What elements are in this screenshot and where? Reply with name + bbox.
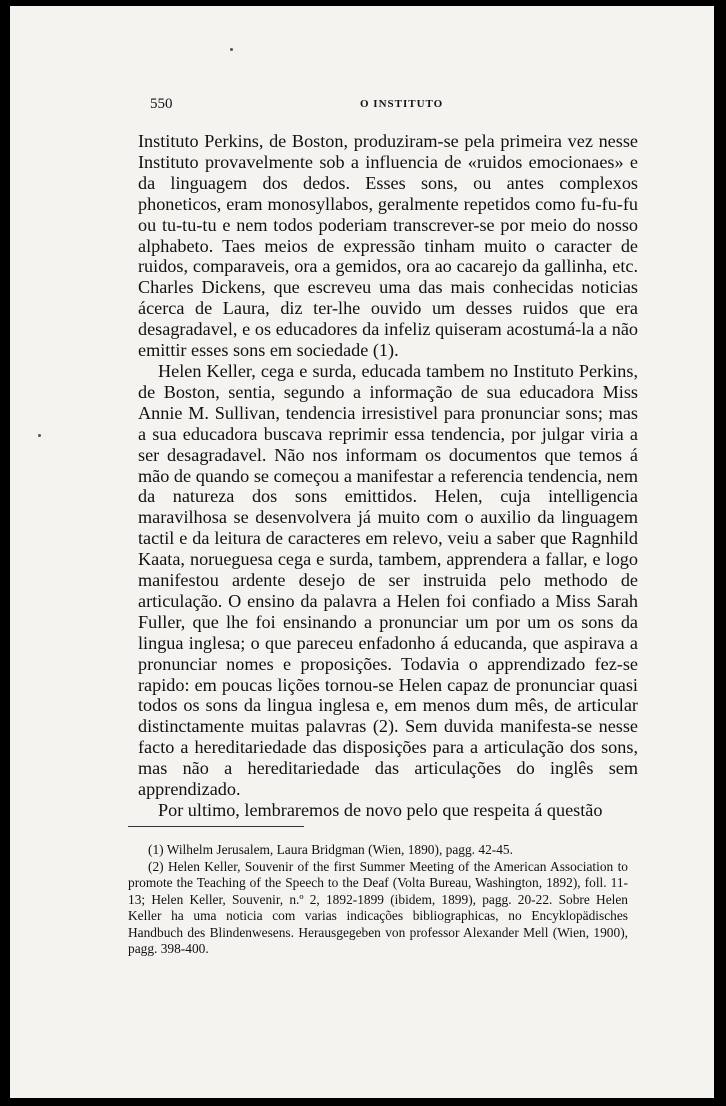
footnote-divider xyxy=(128,826,304,827)
paragraph: Instituto Perkins, de Boston, produziram-se pela primeira vez nesse Instituto provavelmente sob a influencia de «ruidos emocionaes» e da linguagem dos dedos. Esses sons, ou antes complexos phoneticos, eram monosyllabos, geralmente repetidos como fu-fu-fu ou tu-tu-tu e nem todos poderiam transcrever-se por meio do nosso alphabeto. Taes meios de expressão tinham muito o caracter de ruidos, comparaveis, ora a gemidos, ora ao cacarejo da gallinha, etc. Charles Dickens, que escreveu uma das mais conhecidas noticias ácerca de Laura, diz ter-lhe ouvido um desses ruidos que era desagradavel, e os educadores da infeliz quiseram acostumá-la a não emittir esses sons em sociedade (1). xyxy=(138,131,638,361)
paragraph: Por ultimo, lembraremos de novo pelo que respeita á questão xyxy=(158,800,603,820)
page-number: 550 xyxy=(150,96,173,112)
footnote: (1) Wilhelm Jerusalem, Laura Bridgman (Wien, 1890), pagg. 42-45. xyxy=(148,842,513,857)
paragraph: Helen Keller, cega e surda, educada tambem no Instituto Perkins, de Boston, sentia, segundo a informação de sua educadora Miss Annie M. Sullivan, tendencia irresistivel para pronunciar sons; mas a sua educadora buscava reprimir essa tendencia, por julgar viria a ser desagradavel. Não nos informam os documentos que temos á mão de quando se começou a manifestar a referencia tendencia, nem da natureza dos sons emittidos. Helen, cuja intelligencia maravilhosa se desenvolvera já muito com o auxilio da linguagem tactil e da leitura de caracteres em relevo, veiu a saber que Ragnhild Kaata, norueguesa cega e surda, tambem, apprendera a fallar, e logo manifestou ardente desejo de ser instruida pelo methodo de articulação. O ensino da palavra a Helen foi confiado a Miss Sarah Fuller, que lhe foi ensinando a pronunciar um por um os sons da lingua inglesa; o que pareceu enfadonho á educanda, que aspirava a pronunciar nomes e proposições. Todavia o apprendizado fez-se rapido: em poucas lições tornou-se Helen capaz de pronunciar quasi todos os sons da lingua inglesa e, em menos dum mês, de articular distinctamente muitas palavras (2). Sem duvida manifesta-se nesse facto a hereditariedade das disposições para a articulação dos sons, mas não a hereditariedade das articulações do inglês sem apprendizado. xyxy=(138,360,638,800)
body-text xyxy=(138,131,638,821)
page-header xyxy=(150,96,638,116)
running-title: O INSTITUTO xyxy=(360,98,444,110)
scan-speck xyxy=(230,48,233,51)
scan-speck xyxy=(38,434,41,437)
footnotes xyxy=(128,842,628,958)
footnote: (2) Helen Keller, Souvenir of the first Summer Meeting of the American Association to promote the Teaching of the Speech to the Deaf (Volta Bureau, Washington, 1892), foll. 11-13; Helen Keller, Souvenir, n.º 2, 1892-1899 (ibidem, 1899), pagg. 20-22. Sobre Helen Keller ha uma noticia com varias indicações bibliographicas, no Encyklopädisches Handbuch des Blindenwesens. Herausgegeben von professor Alexander Mell (Wien, 1900), pagg. 398-400. xyxy=(128,858,628,956)
